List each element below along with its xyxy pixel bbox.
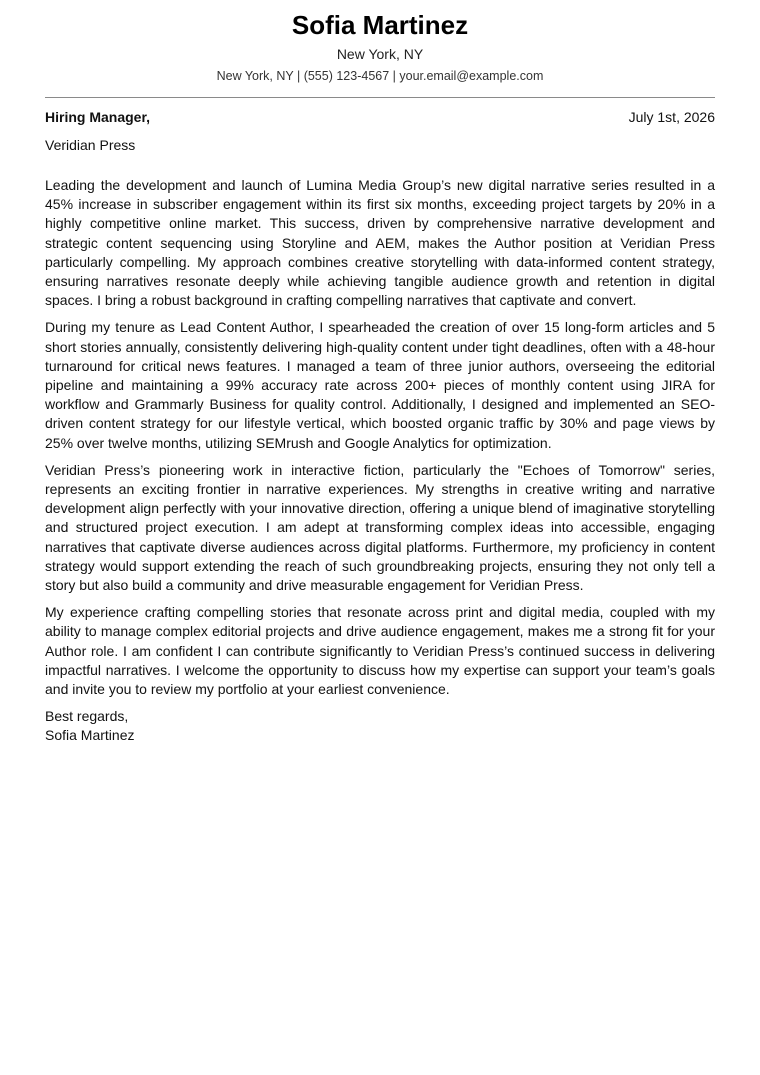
contact-line: New York, NY | (555) 123-4567 | your.email@example.com <box>216 69 544 83</box>
letter-header <box>45 8 715 84</box>
body-paragraph-1: Leading the development and launch of Lumina Media Group’s new digital narrative series resulted in a 45% increase in subscriber engagement within its first six months, exceeding project targets by 20% in a highly competitive online market. This success, driven by comprehensive narrative development and strategic content sequencing using Storyline and AEM, makes the Author position at Veridian Press particularly compelling. My approach combines creative storytelling with data-informed content strategy, ensuring narratives resonate deeply while achieving tangible audience growth and retention in digital spaces. I bring a robust background in crafting compelling narratives that captivate and convert. <box>45 177 715 309</box>
closing-line: Best regards, <box>45 708 129 725</box>
letter-body <box>45 176 715 699</box>
recipient-company: Veridian Press <box>45 137 136 153</box>
body-paragraph-4: My experience crafting compelling stories that resonate across print and digital media, coupled with my ability to manage complex editorial projects and drive audience engagement, makes me a strong fit for your Author role. I am confident I can contribute significantly to Veridian Press’s continued success in delivering impactful narratives. I welcome the opportunity to discuss how my expertise can support your team’s goals and invite you to review my portfolio at your earliest convenience. <box>45 604 715 698</box>
recipient-date-row <box>45 108 715 126</box>
letter-date: July 1st, 2026 <box>628 109 715 125</box>
body-paragraph-3: Veridian Press’s pioneering work in interactive fiction, particularly the "Echoes of Tomorrow" series, represents an exciting frontier in narrative experiences. My strengths in creative writing and narrative development align perfectly with your innovative direction, offering a unique blend of imaginative storytelling and structured project execution. I am adept at transforming complex ideas into accessible, engaging narratives that captivate diverse audiences across digital platforms. Furthermore, my proficiency in content strategy would support extending the reach of such groundbreaking projects, ensuring they not only tell a story but also build a community and drive measurable engagement for Veridian Press. <box>45 461 715 594</box>
signature-name: Sofia Martinez <box>45 727 135 744</box>
recipient-salutation: Hiring Manager, <box>45 109 151 125</box>
header-divider <box>45 97 715 98</box>
body-paragraph-2: During my tenure as Lead Content Author, I spearheaded the creation of over 15 long-form articles and 5 short stories annually, consistently delivering high-quality content under tight deadlines, often with a 48-hour turnaround for critical news features. I managed a team of three junior authors, overseeing the editorial pipeline and maintaining a 99% accuracy rate across 200+ pieces of monthly content using JIRA for workflow and Grammarly Business for quality control. Additionally, I designed and implemented an SEO-driven content strategy for our lifestyle vertical, which boosted organic traffic by 30% and page views by 25% over twelve months, utilizing SEMrush and Google Analytics for optimization. <box>45 319 715 451</box>
applicant-name: Sofia Martinez <box>291 10 469 40</box>
signoff-block <box>45 707 715 745</box>
applicant-location: New York, NY <box>336 46 424 62</box>
